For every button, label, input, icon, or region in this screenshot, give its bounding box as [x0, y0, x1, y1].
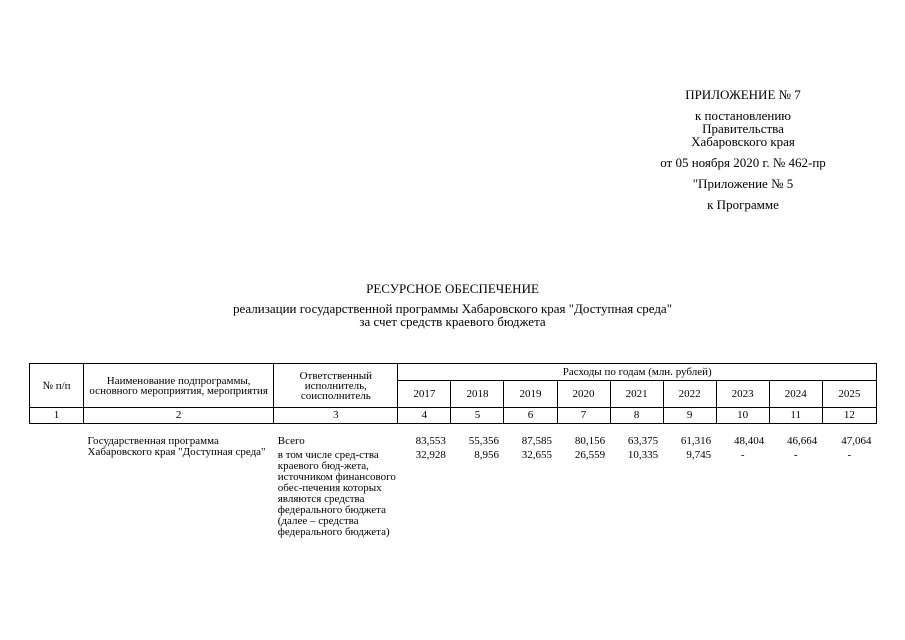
- executor-cell: в том числе сред-ства краевого бюд-жета, источником финансового обес-печения которых являются средства федерального бюджета (далее – средства федерального бюджета): [277, 449, 396, 538]
- header-executor: Ответственный исполнитель, соисполнитель: [274, 364, 398, 408]
- column-number: 11: [769, 408, 822, 424]
- header-year: 2024: [769, 381, 822, 408]
- value-cell: 26,559: [574, 449, 606, 461]
- header-year: 2017: [398, 381, 451, 408]
- table-row: [30, 424, 877, 448]
- executor-cell: Всего: [277, 435, 305, 447]
- value-cell: 8,956: [474, 449, 499, 461]
- program-name: Государственная программа Хабаровского края "Доступная среда": [87, 435, 266, 458]
- row-num: [30, 447, 84, 538]
- header-year: 2021: [610, 381, 663, 408]
- value-cell: 32,655: [521, 449, 553, 461]
- column-number: 3: [274, 408, 398, 424]
- appendix-date: от 05 ноября 2020 г. № 462-пр: [660, 155, 826, 170]
- appendix-line: к постановлению: [694, 108, 792, 123]
- value-cell: 48,404: [733, 435, 765, 447]
- subtitle-line: реализации государственной программы Хабаровского края "Доступная среда": [232, 301, 673, 316]
- header-num: № п/п: [30, 364, 84, 408]
- row-num: [30, 424, 84, 448]
- value-cell: 10,335: [627, 449, 659, 461]
- value-cell: 46,664: [787, 435, 818, 447]
- header-expenses: Расходы по годам (млн. рублей): [398, 364, 877, 381]
- value-cell: 87,585: [521, 435, 553, 447]
- appendix-line: Правительства: [702, 121, 784, 136]
- document-title: РЕСУРСНОЕ ОБЕСПЕЧЕНИЕ: [366, 281, 539, 296]
- column-number: 6: [504, 408, 557, 424]
- value-cell: 9,745: [686, 449, 712, 461]
- value-cell: -: [793, 449, 798, 461]
- column-number: 4: [398, 408, 451, 424]
- column-number: 10: [716, 408, 769, 424]
- subtitle-line: за счет средств краевого бюджета: [359, 314, 546, 329]
- column-number: 8: [610, 408, 663, 424]
- header-year: 2025: [822, 381, 876, 408]
- column-number: 12: [822, 408, 876, 424]
- header-year: 2023: [716, 381, 769, 408]
- value-cell: 55,356: [468, 435, 499, 447]
- value-cell: 83,553: [415, 435, 446, 447]
- value-cell: -: [847, 449, 852, 461]
- value-cell: 80,156: [574, 435, 606, 447]
- column-number: 2: [84, 408, 274, 424]
- header-year: 2022: [663, 381, 716, 408]
- column-number: 9: [663, 408, 716, 424]
- value-cell: -: [740, 449, 745, 461]
- column-number: 7: [557, 408, 610, 424]
- header-year: 2019: [504, 381, 557, 408]
- value-cell: 63,375: [627, 435, 659, 447]
- appendix-block: [630, 88, 856, 211]
- value-cell: 61,316: [680, 435, 712, 447]
- column-number: 5: [451, 408, 504, 424]
- column-number-row: [30, 408, 877, 424]
- header-year: 2020: [557, 381, 610, 408]
- value-cell: 47,064: [841, 435, 872, 447]
- appendix-number: ПРИЛОЖЕНИЕ № 7: [685, 87, 801, 102]
- header-row: [30, 364, 877, 381]
- header-year: 2018: [451, 381, 504, 408]
- resource-table: [29, 363, 877, 538]
- value-cell: 32,928: [415, 449, 446, 461]
- header-name: Наименование подпрограммы, основного мероприятия, мероприятия: [84, 364, 274, 408]
- document-subtitle: [0, 302, 905, 328]
- appendix-ref: "Приложение № 5: [692, 176, 794, 191]
- column-number: 1: [30, 408, 84, 424]
- appendix-line: Хабаровского края: [691, 134, 795, 149]
- appendix-ref-program: к Программе: [707, 197, 779, 212]
